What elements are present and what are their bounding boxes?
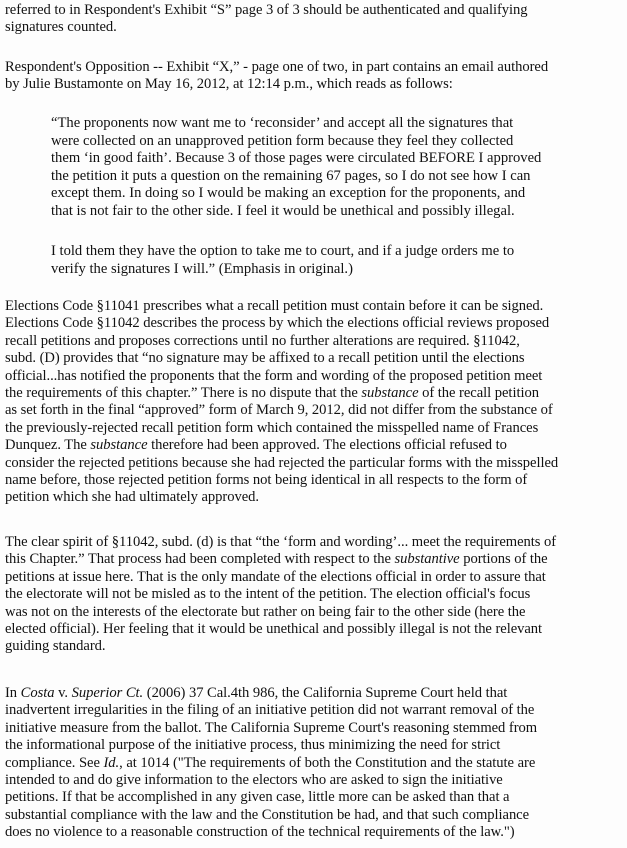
text-line: the requirements of this chapter.” There is no dispute that the substance of the recall petition <box>5 385 539 402</box>
text-line: this Chapter.” That process had been completed with respect to the substantive portions of the <box>5 551 548 568</box>
text-line: were collected on an unapproved petition form because they feel they collected <box>51 132 514 149</box>
text-line: recall petitions and proposes corrections until no further alterations are required. §11042, <box>5 332 520 349</box>
text-line: “The proponents now want me to ‘reconsider’ and accept all the signatures that <box>51 115 514 131</box>
paragraph-costa <box>5 685 623 842</box>
text-line: signatures counted. <box>5 19 117 36</box>
italic-text: Superior Ct. <box>71 685 144 701</box>
paragraph-exhibit-s <box>5 2 623 37</box>
text-line: the informational purpose of the initiative process, thus minimizing the need for strict <box>5 737 501 754</box>
text-line: the previously-rejected recall petition form which contained the misspelled name of Frances <box>5 419 539 436</box>
text-line: that is not fair to the other side. I feel it would be unethical and possibly illegal. <box>51 202 515 219</box>
text-line: by Julie Bustamonte on May 16, 2012, at 12:14 p.m., which reads as follows: <box>5 76 453 93</box>
text-line: the petition it puts a question on the remaining 67 pages, so I do not see how I can <box>51 167 531 184</box>
text-line: petitions at issue here. That is the only mandate of the elections official in order to assure that <box>5 568 546 585</box>
italic-text: substance <box>361 385 419 402</box>
block-quote-email <box>51 115 611 221</box>
text-line: guiding standard. <box>5 638 106 655</box>
text-line: as set forth in the final “approved” form of March 9, 2012, did not differ from the substance of <box>5 402 553 419</box>
text-line: referred to in Respondent's Exhibit “S” page 3 of 3 should be authenticated and qualifying <box>5 2 528 18</box>
text-line: except them. In doing so I would be making an exception for the proponents, and <box>51 185 526 202</box>
italic-text: Costa <box>20 685 55 701</box>
text-line: official...has notified the proponents that the form and wording of the proposed petition meet <box>5 367 543 384</box>
text-line: name before, those rejected petition forms not being identical in all respects to the form of <box>5 472 528 489</box>
italic-text: substantive <box>394 551 460 568</box>
text-line: petitions. If that be accomplished in any given case, little more can be asked than that a <box>5 789 510 806</box>
italic-text: Id. <box>103 754 120 771</box>
paragraph-clear-spirit <box>5 534 623 656</box>
block-quote-court-option <box>51 243 611 278</box>
text-line: subd. (D) provides that “no signature may be affixed to a recall petition until the elections <box>5 350 525 367</box>
text-line: the electorate will not be misled as to the intent of the petition. The election official's focus <box>5 586 531 603</box>
text-line: Elections Code §11041 prescribes what a recall petition must contain before it can be signed. <box>5 298 544 314</box>
text-line: substantial compliance with the law and the Constitution be had, and that such compliance <box>5 806 530 823</box>
text-line: Elections Code §11042 describes the process by which the elections official reviews proposed <box>5 315 550 332</box>
text-line: inadvertent irregularities in the filing of an initiative petition did not warrant removal of the <box>5 702 535 719</box>
text-line: Dunquez. The substance therefore had been approved. The elections official refused to <box>5 437 507 454</box>
text-line: was not on the interests of the electorate but rather on being fair to the other side (here the <box>5 603 526 620</box>
text-line: them ‘in good faith’. Because 3 of those pages were circulated BEFORE I approved <box>51 150 542 167</box>
text-line: consider the rejected petitions because she had rejected the particular forms with the misspelled <box>5 454 559 471</box>
text-line: intended to and do give information to the electors who are asked to sign the initiative <box>5 772 503 789</box>
text-line: The clear spirit of §11042, subd. (d) is that “the ‘form and wording’... meet the requirements of <box>5 534 557 550</box>
paragraph-exhibit-x <box>5 59 623 94</box>
text-line: In Costa v. Superior Ct. (2006) 37 Cal.4th 986, the California Supreme Court held that <box>5 685 508 701</box>
text-line: does no violence to a reasonable construction of the technical requirements of the law.") <box>5 824 515 841</box>
text-line: verify the signatures I will.” (Emphasis in original.) <box>51 260 353 277</box>
text-line: I told them they have the option to take me to court, and if a judge orders me to <box>51 243 515 259</box>
italic-text: substance <box>90 437 148 454</box>
text-line: petition which she had ultimately approved. <box>5 489 259 506</box>
text-line: elected official). Her feeling that it would be unethical and possibly illegal is not the relevant <box>5 621 543 638</box>
text-line: Respondent's Opposition -- Exhibit “X,” - page one of two, in part contains an email authored <box>5 59 549 75</box>
text-line: compliance. See Id., at 1014 ("The requirements of both the Constitution and the statute are <box>5 754 536 771</box>
text-line: initiative measure from the ballot. The California Supreme Court's reasoning stemmed from <box>5 719 538 736</box>
paragraph-elections-code <box>5 298 623 507</box>
